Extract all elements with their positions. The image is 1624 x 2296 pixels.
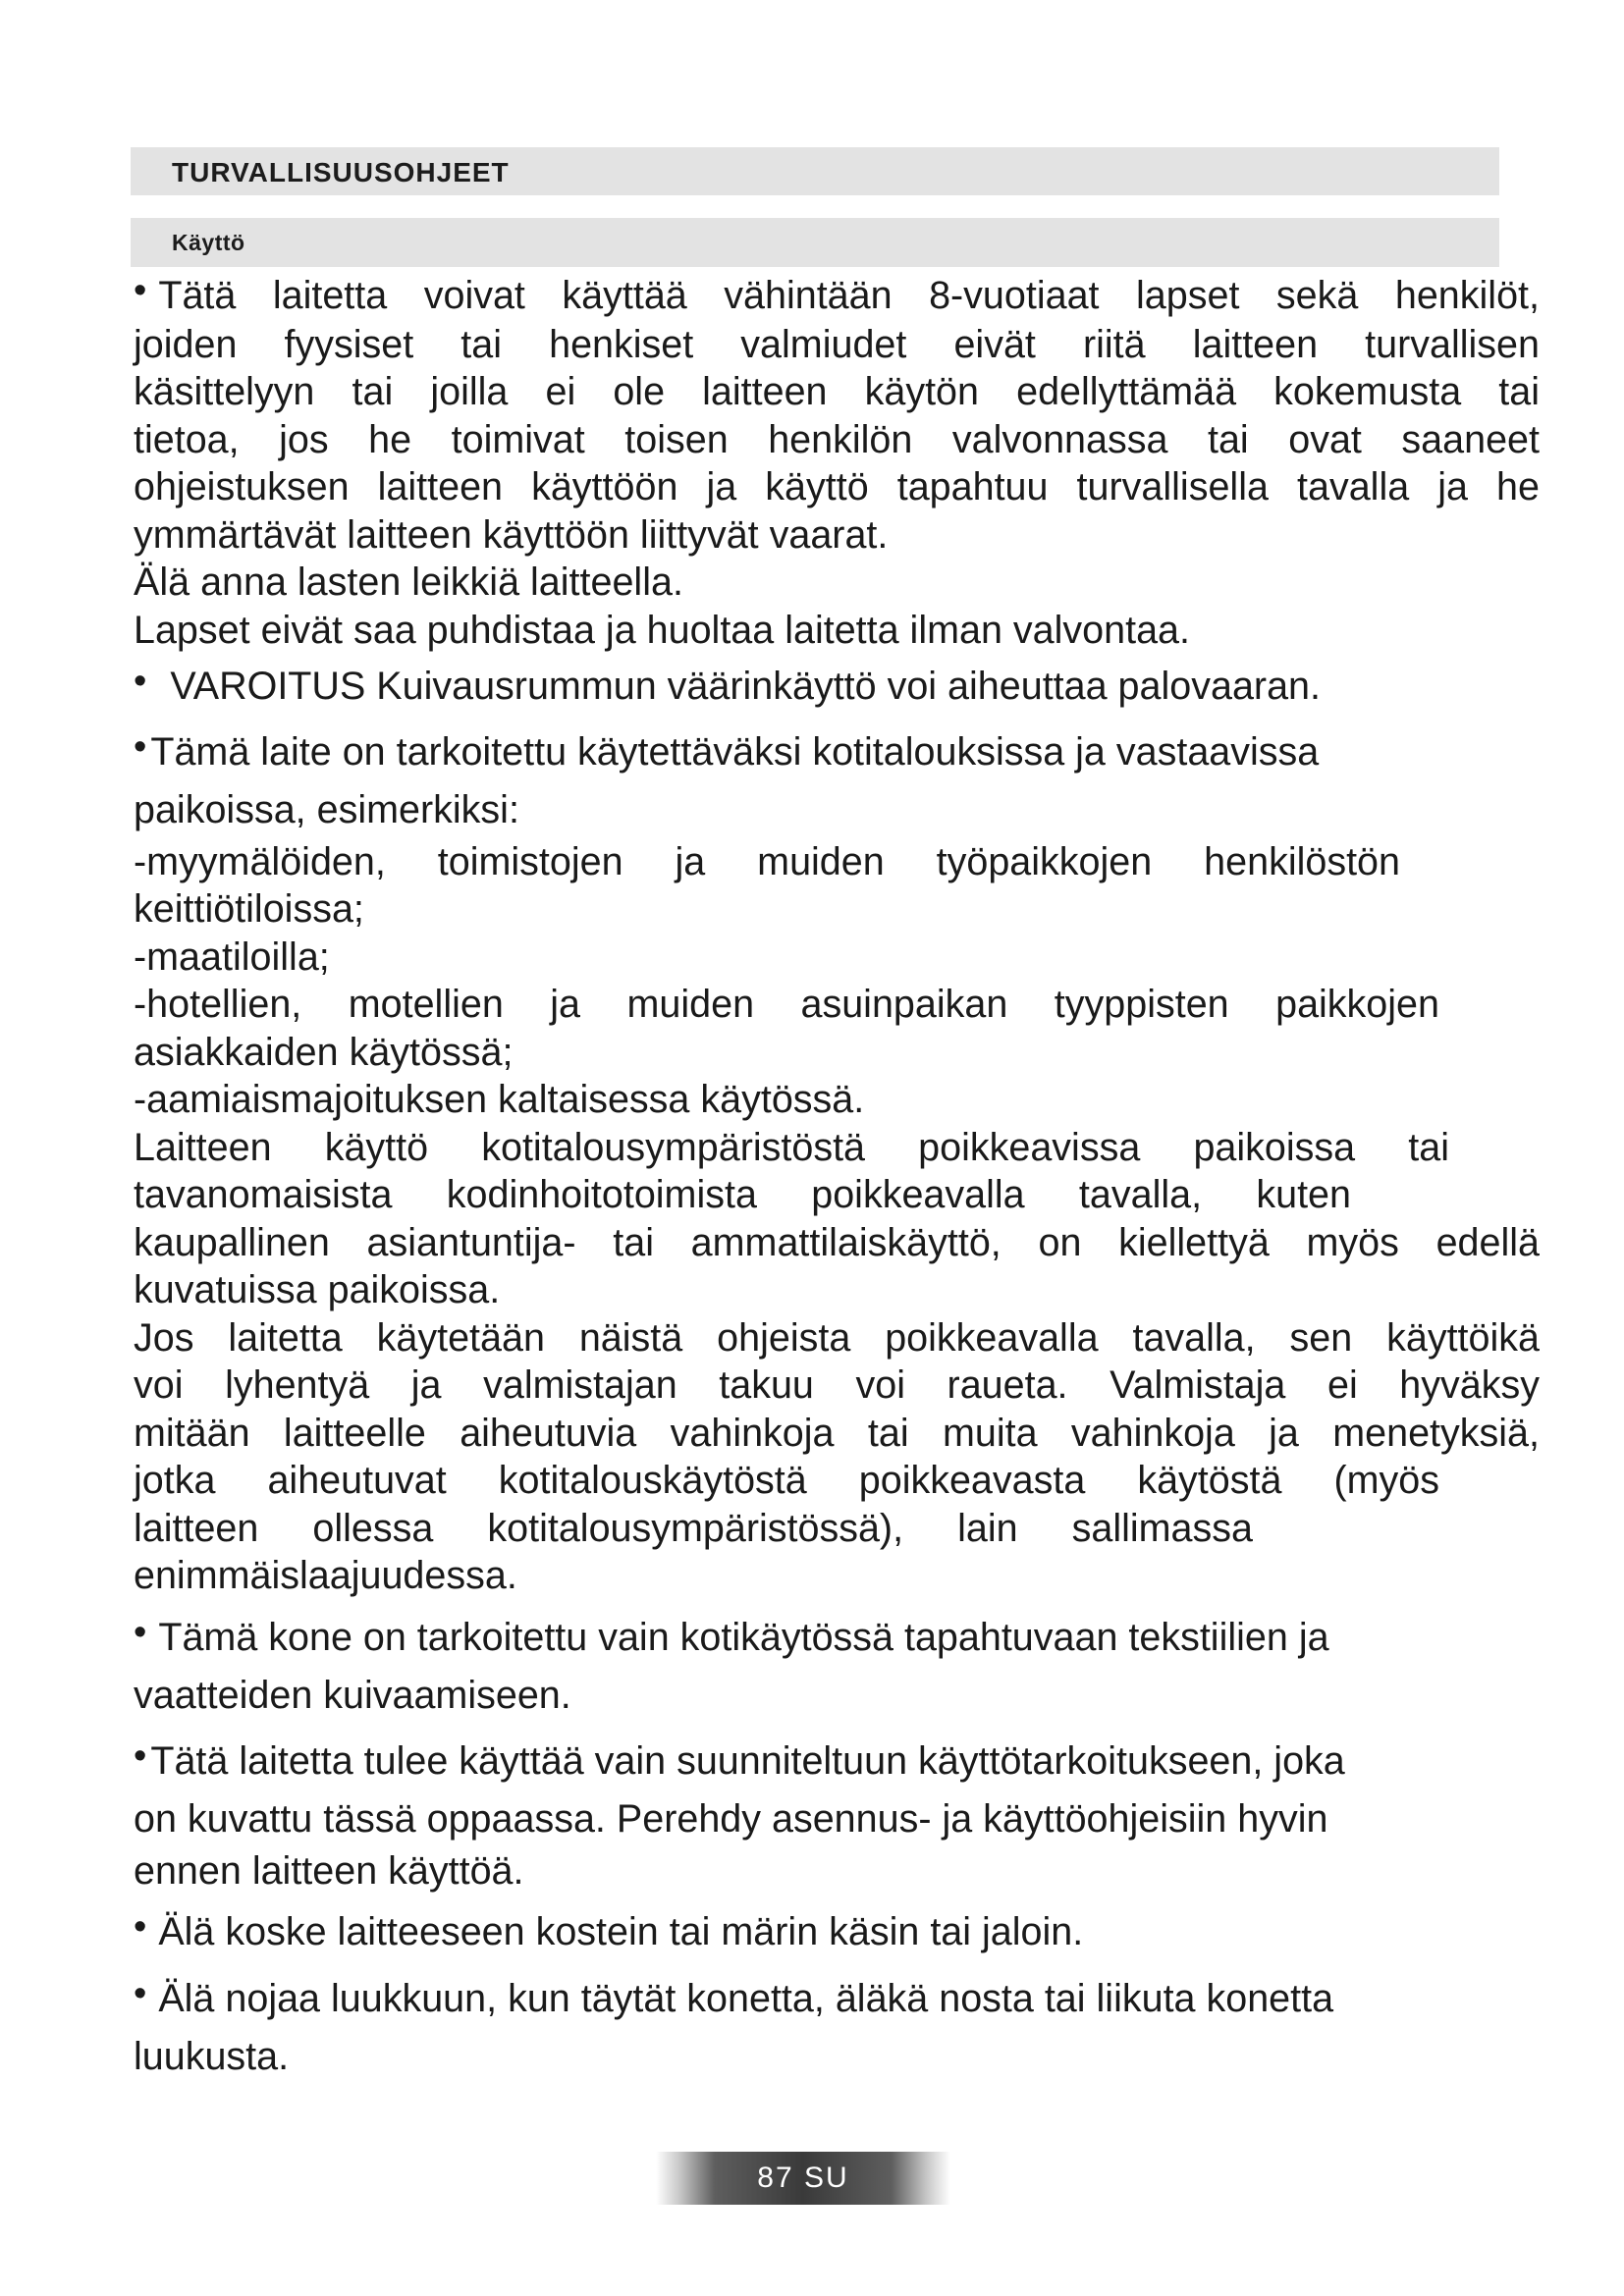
- text-line: ohjeistuksen laitteen käyttöön ja käyttö tapahtuu turvallisella tavalla ja he: [134, 465, 1540, 508]
- bullet-icon: •: [134, 1611, 147, 1653]
- bullet-icon: •: [134, 725, 147, 768]
- text-line: asiakkaiden käytössä;: [134, 1030, 514, 1074]
- text-line: tietoa, jos he toimivat toisen henkilön valvonnassa tai ovat saaneet: [134, 417, 1540, 461]
- text-line: joiden fyysiset tai henkiset valmiudet eivät riitä laitteen turvallisen: [134, 322, 1540, 366]
- text-line: keittiötiloissa;: [134, 887, 364, 931]
- text-line: on kuvattu tässä oppaassa. Perehdy asennus- ja käyttöohjeisiin hyvin: [134, 1796, 1328, 1841]
- list-item: • VAROITUS Kuivausrummun väärinkäyttö voi aiheuttaa palovaaran.: [134, 661, 1321, 708]
- text-line: kuvatuissa paikoissa.: [134, 1268, 501, 1311]
- bullet-icon: •: [134, 1735, 147, 1777]
- text-line: luukusta.: [134, 2035, 290, 2078]
- text-line: paikoissa, esimerkiksi:: [134, 787, 519, 831]
- instructions-body: [134, 272, 1540, 2085]
- text-line: -hotellien, motellien ja muiden asuinpaikan tyyppisten paikkojen: [134, 983, 1439, 1026]
- section-title-bar: [131, 147, 1499, 195]
- list-item: • Älä nojaa luukkuun, kun täytät konetta, äläkä nosta tai liikuta konetta: [134, 1973, 1334, 2020]
- text-line: jotka aiheutuvat kotitalouskäytöstä poikkeavasta käytöstä (myös: [134, 1459, 1439, 1502]
- text-line: ennen laitteen käyttöä.: [134, 1848, 524, 1893]
- text-line: laitteen ollessa kotitalousympäristössä), lain sallimassa: [134, 1506, 1253, 1550]
- text-line: käsittelyyn tai joilla ei ole laitteen käytön edellyttämää kokemusta tai: [134, 370, 1540, 413]
- text-line: -maatiloilla;: [134, 934, 330, 979]
- text-line: tavanomaisista kodinhoitotoimista poikkeavalla tavalla, kuten: [134, 1173, 1351, 1216]
- text-line: Jos laitetta käytetään näistä ohjeista poikkeavalla tavalla, sen käyttöikä: [134, 1315, 1540, 1360]
- text-line: -myymälöiden, toimistojen ja muiden työpaikkojen henkilöstön: [134, 839, 1400, 883]
- list-item: • Tätä laitetta voivat käyttää vähintään 8-vuotiaat lapset sekä henkilöt,: [134, 270, 1540, 317]
- list-item: • Tätä laitetta tulee käyttää vain suunniteltuun käyttötarkoitukseen, joka: [134, 1735, 1345, 1783]
- text-line: ymmärtävät laitteen käyttöön liittyvät vaarat.: [134, 512, 889, 557]
- list-item: • Tämä laite on tarkoitettu käytettäväksi kotitalouksissa ja vastaavissa: [134, 725, 1320, 774]
- bullet-icon: •: [134, 661, 147, 702]
- bullet-icon: •: [134, 1906, 147, 1948]
- bullet-icon: •: [134, 270, 147, 311]
- list-item: • Älä koske laitteeseen kostein tai märin käsin tai jaloin.: [134, 1906, 1084, 1953]
- text-line: vaatteiden kuivaamiseen.: [134, 1673, 571, 1717]
- page-number: 87 SU: [656, 2152, 950, 2205]
- subsection-title-bar: [131, 218, 1499, 267]
- text-line: mitään laitteelle aiheutuvia vahinkoja tai muita vahinkoja ja menetyksiä,: [134, 1411, 1540, 1455]
- bullet-icon: •: [134, 1973, 147, 2014]
- subsection-title: Käyttö: [172, 230, 245, 255]
- text-line: Lapset eivät saa puhdistaa ja huoltaa laitetta ilman valvontaa.: [134, 608, 1190, 652]
- section-title: TURVALLISUUSOHJEET: [172, 157, 510, 187]
- text-line: voi lyhentyä ja valmistajan takuu voi raueta. Valmistaja ei hyväksy: [134, 1363, 1540, 1407]
- text-line: enimmäislaajuudessa.: [134, 1554, 517, 1597]
- text-line: Älä anna lasten leikkiä laitteella.: [134, 561, 683, 604]
- text-line: -aamiaismajoituksen kaltaisessa käytössä.: [134, 1078, 865, 1121]
- text-line: Laitteen käyttö kotitalousympäristöstä poikkeavissa paikoissa tai: [134, 1125, 1449, 1169]
- text-line: kaupallinen asiantuntija- tai ammattilaiskäyttö, on kiellettyä myös edellä: [134, 1220, 1540, 1264]
- list-item: • Tämä kone on tarkoitettu vain kotikäytössä tapahtuvaan tekstiilien ja: [134, 1611, 1329, 1659]
